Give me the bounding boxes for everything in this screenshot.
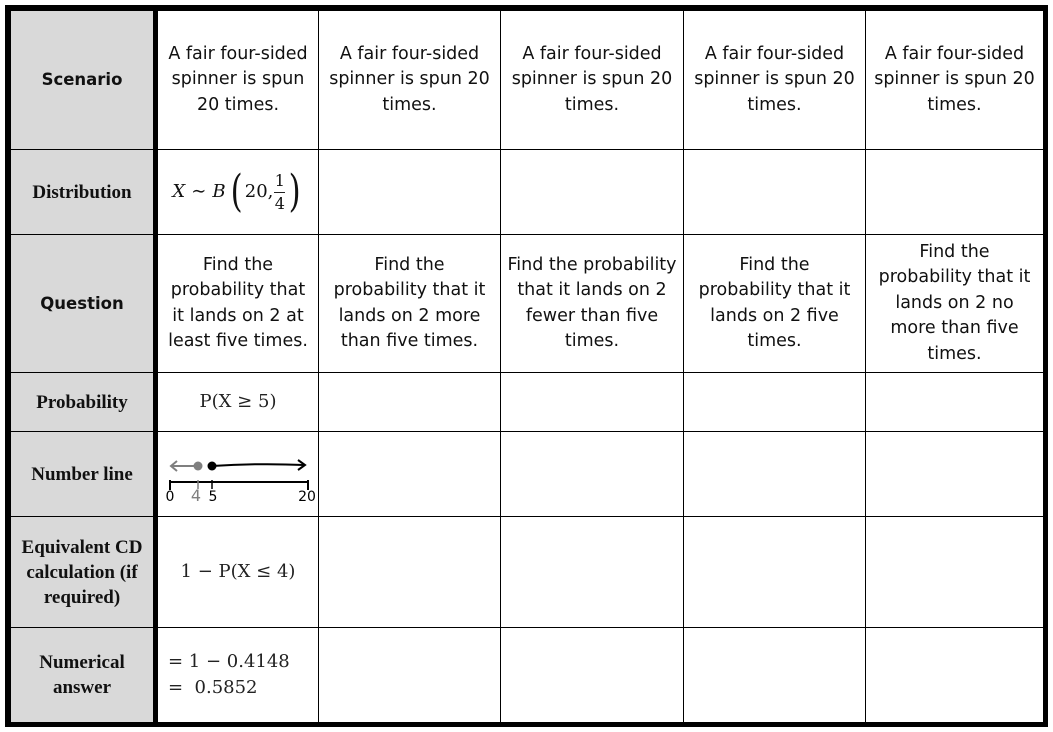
header-distribution: Distribution xyxy=(11,150,156,235)
probability-cell-4 xyxy=(684,373,866,432)
header-cd-calculation: Equivalent CD calculation (if required) xyxy=(11,517,156,628)
numerical-answer-cell-5 xyxy=(866,628,1044,723)
scenario-cell-5: A fair four-sided spinner is spun 20 times. xyxy=(866,11,1044,150)
number-line-cell-4 xyxy=(684,432,866,517)
probability-cell-3 xyxy=(501,373,684,432)
numerical-answer-cell-2 xyxy=(319,628,501,723)
row-scenario xyxy=(11,11,1044,150)
question-cell-5: Find the probability that it lands on 2 no more than five times. xyxy=(866,235,1044,373)
cd-calculation-cell-3 xyxy=(501,517,684,628)
fraction-numerator: 1 xyxy=(274,170,285,190)
axis-label-4: 4 xyxy=(190,486,202,504)
scenario-cell-1: A fair four-sided spinner is spun 20 times. xyxy=(156,11,319,150)
tilde-symbol: ∼ xyxy=(191,181,207,203)
axis-label-5: 5 xyxy=(208,489,218,504)
closed-ray-line xyxy=(212,464,304,466)
header-question: Question xyxy=(11,235,156,373)
distribution-cell-3 xyxy=(501,150,684,235)
row-cd-calculation xyxy=(11,517,1044,628)
probability-cell-5 xyxy=(866,373,1044,432)
number-line-cell-1 xyxy=(156,432,319,517)
probability-cell-2 xyxy=(319,373,501,432)
probability-cell-1 xyxy=(156,373,319,432)
number-line-cell-5 xyxy=(866,432,1044,517)
open-point-marker xyxy=(194,462,203,471)
numerical-line-1: = 1 − 0.4148 xyxy=(168,651,290,672)
question-cell-4: Find the probability that it lands on 2 five times. xyxy=(684,235,866,373)
row-question xyxy=(11,235,1044,373)
random-variable: X xyxy=(172,181,186,203)
trials-value: 20, xyxy=(244,181,274,203)
binomial-symbol: B xyxy=(212,181,226,203)
scenario-cell-2: A fair four-sided spinner is spun 20 times. xyxy=(319,11,501,150)
number-line-cell-3 xyxy=(501,432,684,517)
numerical-answer-cell-1 xyxy=(156,628,319,723)
row-number-line xyxy=(11,432,1044,517)
row-numerical-answer xyxy=(11,628,1044,723)
axis-label-20: 20 xyxy=(298,489,316,504)
cd-calculation-cell-2 xyxy=(319,517,501,628)
number-line-sketch xyxy=(158,444,318,504)
axis-label-0: 0 xyxy=(165,489,175,504)
question-cell-1: Find the probability that it lands on 2 at least five times. xyxy=(156,235,319,373)
cd-expression: 1 − P(X ≤ 4) xyxy=(180,561,296,583)
question-cell-2: Find the probability that it lands on 2 more than five times. xyxy=(319,235,501,373)
header-scenario: Scenario xyxy=(11,11,156,150)
header-numerical-answer: Numerical answer xyxy=(11,628,156,723)
number-line-cell-2 xyxy=(319,432,501,517)
numerical-answer-cell-3 xyxy=(501,628,684,723)
row-probability xyxy=(11,373,1044,432)
left-paren: ( xyxy=(230,166,243,217)
probability-fraction xyxy=(274,172,285,213)
cd-calculation-cell-5 xyxy=(866,517,1044,628)
cd-calculation-cell-4 xyxy=(684,517,866,628)
distribution-cell-4 xyxy=(684,150,866,235)
row-distribution xyxy=(11,150,1044,235)
numerical-line-2: = 0.5852 xyxy=(168,677,258,698)
fraction-denominator: 4 xyxy=(274,193,285,213)
probability-expression: P(X ≥ 5) xyxy=(199,391,277,413)
scenario-cell-4: A fair four-sided spinner is spun 20 times. xyxy=(684,11,866,150)
cd-calculation-cell-1 xyxy=(156,517,319,628)
distribution-formula xyxy=(172,166,303,217)
scenario-cell-3: A fair four-sided spinner is spun 20 times. xyxy=(501,11,684,150)
header-probability: Probability xyxy=(11,373,156,432)
worksheet-frame xyxy=(5,5,1048,727)
header-number-line: Number line xyxy=(11,432,156,517)
numerical-answer-cell-4 xyxy=(684,628,866,723)
fraction-bar xyxy=(274,192,285,193)
right-paren: ) xyxy=(288,166,301,217)
distribution-cell-2 xyxy=(319,150,501,235)
distribution-cell-5 xyxy=(866,150,1044,235)
closed-point-marker xyxy=(208,462,217,471)
distribution-cell-1 xyxy=(156,150,319,235)
binomial-worksheet-table xyxy=(10,10,1044,723)
question-cell-3: Find the probability that it lands on 2 fewer than five times. xyxy=(501,235,684,373)
